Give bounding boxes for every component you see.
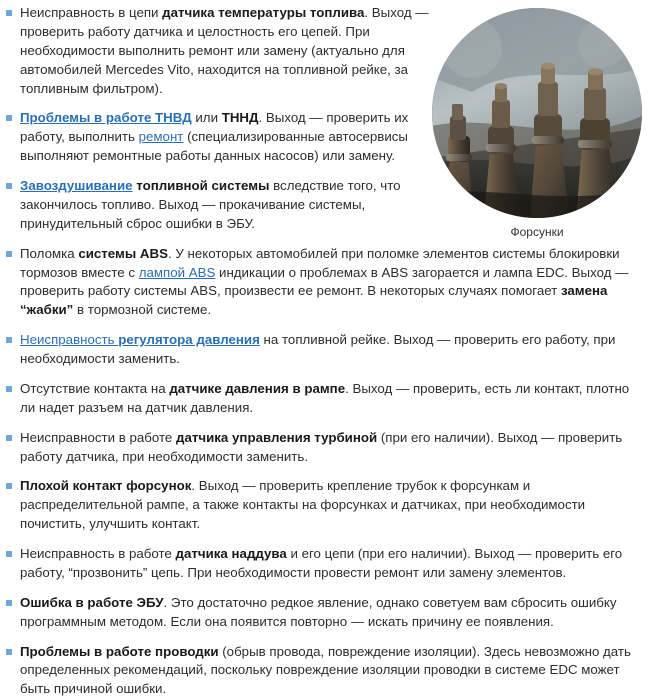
- body-text: индикации о проблемах в ABS загорается и лампа EDC. Выход — проверить работу системы ABS, произвести ее ремонт. В некоторых случаях помогает: [20, 265, 628, 299]
- body-text: Неисправности в работе: [20, 430, 176, 445]
- list-item: [6, 477, 644, 534]
- inline-link[interactable]: Проблемы в работе ТНВД: [20, 110, 192, 125]
- emphasis-text: замена “жабки”: [20, 283, 607, 317]
- body-text: Неисправность в цепи: [20, 5, 162, 20]
- emphasis-text: системы ABS: [78, 246, 168, 261]
- body-text: (при его наличии). Выход — проверить работу датчика, при необходимости заменить.: [20, 430, 622, 464]
- emphasis-text: датчика управления турбиной: [176, 430, 377, 445]
- body-text: Отсутствие контакта на: [20, 381, 169, 396]
- body-text: и его цепи (при его наличии). Выход — проверить его работу, “прозвонить” цепь. При необходимости провести ремонт или замену элементов.: [20, 546, 622, 580]
- list-item: [6, 545, 644, 583]
- body-text: или: [192, 110, 222, 125]
- body-text: на топливной рейке. Выход — проверить его работу, при необходимости заменить.: [20, 332, 615, 366]
- emphasis-text: Плохой контакт форсунок: [20, 478, 191, 493]
- emphasis-text: Проблемы в работе проводки: [20, 644, 219, 659]
- list-item: [6, 331, 644, 369]
- body-text: (обрыв провода, повреждение изоляции). Здесь невозможно дать определенных рекомендаций, поскольку повреждение изоляции проводки в системе EDC может быть причиной ошибки.: [20, 644, 631, 697]
- list-item: [6, 380, 644, 418]
- emphasis-text: датчике давления в рампе: [169, 381, 345, 396]
- emphasis-text: ТННД: [222, 110, 259, 125]
- list-item: [6, 245, 644, 321]
- list-item: [6, 4, 644, 98]
- body-text: . Выход — проверить их работу, выполнить: [20, 110, 408, 144]
- inline-link[interactable]: Неисправность: [20, 332, 118, 347]
- body-text: . У некоторых автомобилей при поломке элементов системы блокировки тормозов вместе с: [20, 246, 620, 280]
- inline-link[interactable]: ремонт: [139, 129, 184, 144]
- emphasis-text: датчика наддува: [176, 546, 287, 561]
- list-item: [6, 594, 644, 632]
- body-text: Неисправность в работе: [20, 546, 176, 561]
- list-item: [6, 643, 644, 699]
- figure-caption: Форсунки: [432, 224, 642, 241]
- inline-link[interactable]: лампой ABS: [139, 265, 216, 280]
- body-text: . Это достаточно редкое явление, однако советуем вам сбросить ошибку программным методом. Если она появится повторно — искать причину ее появления.: [20, 595, 617, 629]
- body-text: . Выход — проверить, есть ли контакт, плотно ли надет разъем на датчик давления.: [20, 381, 629, 415]
- body-text: (специализированные автосервисы выполняют ремонтные работы данных насосов) или замену.: [20, 129, 408, 163]
- emphasis-text: Ошибка в работе ЭБУ: [20, 595, 164, 610]
- body-text: вследствие того, что закончилось топливо. Выход — прокачивание системы, принудительный сброс ошибки в ЭБУ.: [20, 178, 401, 231]
- inline-link[interactable]: регулятора давления: [118, 332, 260, 347]
- body-text: . Выход — проверить крепление трубок к форсункам и распределительной рампе, а также контакты на форсунках и датчиках, при необходимости почистить, улучшить контакт.: [20, 478, 585, 531]
- list-item: [6, 177, 644, 234]
- body-text: в тормозной системе.: [73, 302, 211, 317]
- emphasis-text: датчика температуры топлива: [162, 5, 364, 20]
- list-item: [6, 429, 644, 467]
- inline-link[interactable]: Завоздушивание: [20, 178, 133, 193]
- list-item: [6, 109, 644, 166]
- body-text: Поломка: [20, 246, 78, 261]
- emphasis-text: топливной системы: [136, 178, 269, 193]
- body-text: . Выход — проверить работу датчика и целостность его цепей. При необходимости выполнить ремонт или замену (актуально для автомобилей Mercedes Vito, находится на топливной рейке, за топливным фильтром).: [20, 5, 429, 96]
